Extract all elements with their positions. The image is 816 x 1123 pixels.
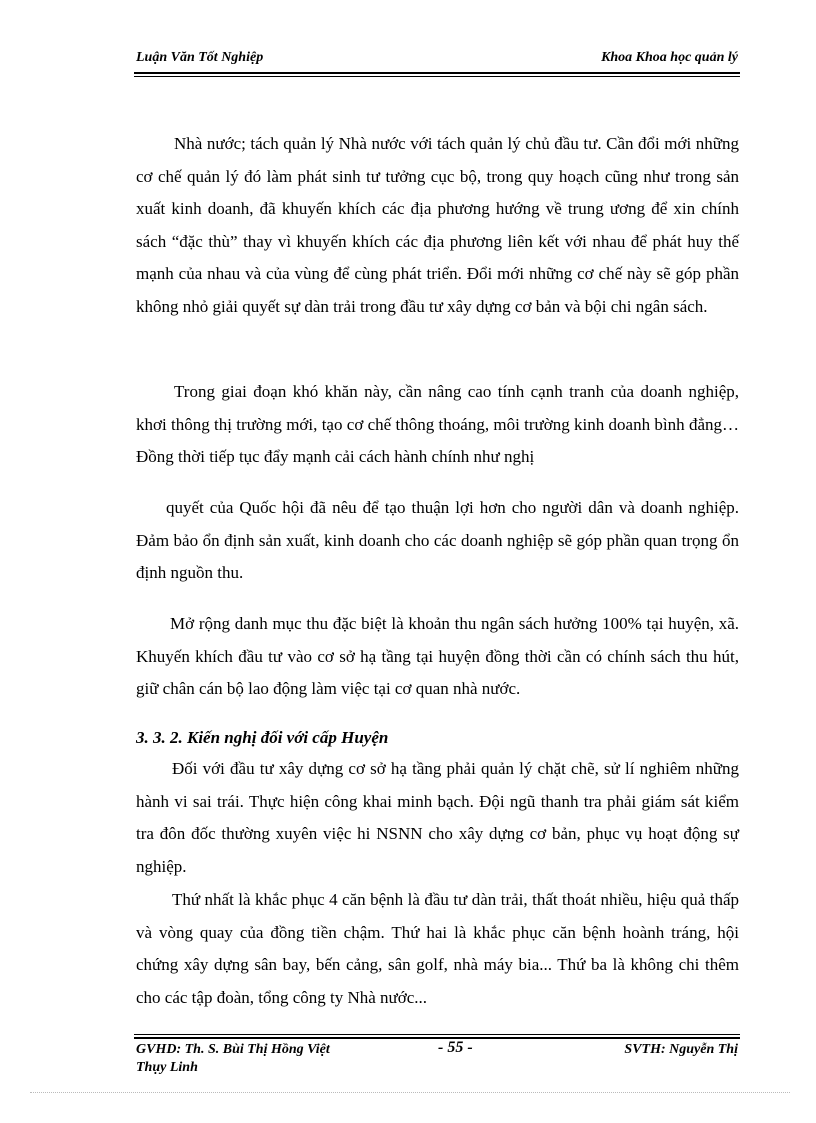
- footer-divider: [134, 1034, 740, 1039]
- paragraph-2: Trong giai đoạn khó khăn này, cần nâng cao tính cạnh tranh của doanh nghiệp, khơi thông thị trường mới, tạo cơ chế thông thoáng, môi trường kinh doanh bình đẳng… Đồng thời tiếp tục đẩy mạnh cải cách hành chính như nghị: [136, 382, 739, 466]
- paragraph-4: Mở rộng danh mục thu đặc biệt là khoản thu ngân sách hưởng 100% tại huyện, xã. Khuyến khích đầu tư vào cơ sở hạ tầng tại huyện đồng thời cần có chính sách thu hút, giữ chân cán bộ lao động làm việc tại cơ quan nhà nước.: [136, 614, 739, 698]
- footer-student-name-continued: Thụy Linh: [136, 1060, 198, 1075]
- header-thesis-label: Luận Văn Tốt Nghiệp: [136, 50, 264, 65]
- section-heading: 3. 3. 2. Kiến nghị đối với cấp Huyện: [136, 728, 389, 747]
- paragraph-1: Nhà nước; tách quản lý Nhà nước với tách quản lý chủ đầu tư. Cần đổi mới những cơ chế quản lý đó làm phát sinh tư tưởng cục bộ, trong quy hoạch cũng như trong sản xuất kinh doanh, đã khuyến khích các địa phương hướng về trung ương để xin chính sách “đặc thù” thay vì khuyến khích các địa phương liên kết với nhau để phát huy thế mạnh của nhau và của vùng để cùng phát triển. Đổi mới những cơ chế này sẽ góp phần không nhỏ giải quyết sự dàn trải trong đầu tư xây dựng cơ bản và bội chi ngân sách.: [136, 134, 739, 316]
- paragraph-5: Đối với đầu tư xây dựng cơ sở hạ tầng phải quản lý chặt chẽ, sử lí nghiêm những hành vi sai trái. Thực hiện công khai minh bạch. Đội ngũ thanh tra phải giám sát kiểm tra đôn đốc thường xuyên việc hi NSNN cho xây dựng cơ bản, phục vụ hoạt động sự nghiệp.: [136, 759, 739, 876]
- paragraph-6: Thứ nhất là khắc phục 4 căn bệnh là đầu tư dàn trải, thất thoát nhiều, hiệu quả thấp và vòng quay của đồng tiền chậm. Thứ hai là khắc phục căn bệnh hoành tráng, hội chứng xây dựng sân bay, bến cảng, sân golf, nhà máy bia... Thứ ba là không chi thêm cho các tập đoàn, tổng công ty Nhà nước...: [136, 890, 739, 1007]
- footer-advisor: GVHD: Th. S. Bùi Thị Hồng Việt: [136, 1042, 330, 1057]
- paragraph-3: quyết của Quốc hội đã nêu để tạo thuận lợi hơn cho người dân và doanh nghiệp. Đảm bảo ổn định sản xuất, kinh doanh cho các doanh nghiệp sẽ góp phần quan trọng ổn định nguồn thu.: [136, 498, 739, 582]
- page-bottom-border: [30, 1092, 790, 1093]
- header-divider: [134, 72, 740, 77]
- header-faculty-label: Khoa Khoa học quản lý: [601, 50, 738, 65]
- footer-student: SVTH: Nguyễn Thị: [624, 1042, 738, 1057]
- page-number: - 55 -: [438, 1039, 473, 1056]
